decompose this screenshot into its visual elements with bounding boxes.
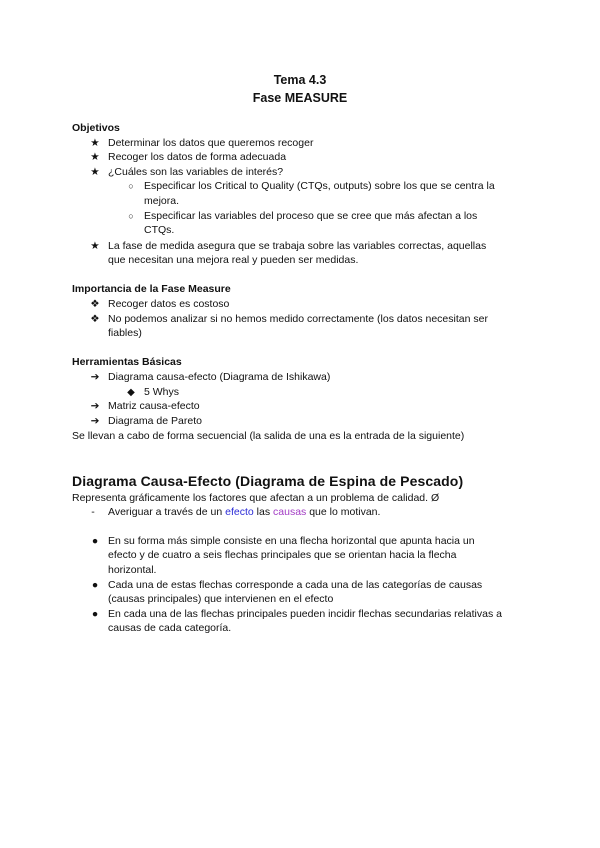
herramientas-heading: Herramientas Básicas bbox=[72, 356, 182, 368]
diagrama-dash-item bbox=[108, 506, 380, 519]
page-title-line2: Fase MEASURE bbox=[252, 91, 348, 105]
star-icon: ★ bbox=[90, 240, 100, 252]
herramientas-item-2: Matriz causa-efecto bbox=[108, 400, 200, 412]
dash-text-post: que lo motivan. bbox=[306, 506, 381, 518]
dot-icon: ● bbox=[91, 608, 99, 620]
objetivos-item-4-line2: que necesitan una mejora real y pueden ser medidas. bbox=[108, 254, 359, 266]
objetivos-heading: Objetivos bbox=[72, 122, 120, 134]
herramientas-item-3: Diagrama de Pareto bbox=[108, 415, 202, 427]
importancia-item-1: Recoger datos es costoso bbox=[108, 298, 230, 310]
arrow-icon: ➔ bbox=[90, 400, 100, 412]
herramientas-item-1: Diagrama causa-efecto (Diagrama de Ishikawa) bbox=[108, 371, 331, 383]
diagrama-bullet-1-line3: horizontal. bbox=[108, 564, 157, 576]
herramientas-sub-1: 5 Whys bbox=[144, 386, 180, 398]
herramientas-note: Se llevan a cabo de forma secuencial (la salida de una es la entrada de la siguiente) bbox=[72, 430, 465, 442]
dash-text-pre: Averiguar a través de un bbox=[108, 506, 226, 518]
objetivos-sub-1-line2: mejora. bbox=[144, 195, 180, 207]
dash-icon: - bbox=[91, 506, 95, 518]
dot-icon: ● bbox=[91, 535, 99, 547]
causas-word: causas bbox=[273, 506, 307, 518]
star-icon: ★ bbox=[90, 137, 100, 149]
diagrama-bullet-1-line1: En su forma más simple consiste en una flecha horizontal que apunta hacia un bbox=[108, 535, 475, 547]
diagrama-bullet-2-line2: (causas principales) que intervienen en el efecto bbox=[108, 593, 334, 605]
hollow-circle-icon: ○ bbox=[128, 211, 134, 221]
star-icon: ★ bbox=[90, 151, 100, 163]
page-title-line1: Tema 4.3 bbox=[273, 73, 327, 87]
objetivos-item-1: Determinar los datos que queremos recoger bbox=[108, 137, 314, 149]
diagrama-bullet-3-line1: En cada una de las flechas principales pueden incidir flechas secundarias relativas a bbox=[108, 608, 502, 620]
importancia-item-2-line1: No podemos analizar si no hemos medido correctamente (los datos necesitan ser bbox=[108, 313, 488, 325]
objetivos-sub-2-line2: CTQs. bbox=[144, 224, 175, 236]
objetivos-sub-1-line1: Especificar los Critical to Quality (CTQs, outputs) sobre los que se centra la bbox=[144, 180, 495, 192]
hollow-circle-icon: ○ bbox=[128, 181, 134, 191]
efecto-word: efecto bbox=[225, 506, 254, 518]
four-diamond-icon: ❖ bbox=[90, 313, 100, 325]
dash-text-mid: las bbox=[253, 506, 274, 518]
diagrama-heading: Diagrama Causa-Efecto (Diagrama de Espina de Pescado) bbox=[72, 473, 464, 489]
diamond-icon: ◆ bbox=[127, 387, 135, 398]
diagrama-bullet-1-line2: efecto y de cuatro a seis flechas principales que se orientan hacia la flecha bbox=[108, 549, 457, 561]
objetivos-item-2: Recoger los datos de forma adecuada bbox=[108, 151, 287, 163]
objetivos-item-3: ¿Cuáles son las variables de interés? bbox=[108, 166, 284, 178]
star-icon: ★ bbox=[90, 166, 100, 178]
objetivos-item-4-line1: La fase de medida asegura que se trabaja sobre las variables correctas, aquellas bbox=[108, 240, 487, 252]
diagrama-bullet-3-line2: causas de cada categoría. bbox=[108, 622, 232, 634]
arrow-icon: ➔ bbox=[90, 415, 100, 427]
diagrama-intro: Representa gráficamente los factores que afectan a un problema de calidad. Ø bbox=[72, 492, 440, 504]
objetivos-sub-2-line1: Especificar las variables del proceso que se cree que más afectan a los bbox=[144, 210, 478, 222]
arrow-icon: ➔ bbox=[90, 371, 100, 383]
diagrama-bullet-2-line1: Cada una de estas flechas corresponde a cada una de las categorías de causas bbox=[108, 579, 483, 591]
four-diamond-icon: ❖ bbox=[90, 298, 100, 310]
importancia-item-2-line2: fiables) bbox=[108, 327, 142, 339]
importancia-heading: Importancia de la Fase Measure bbox=[72, 283, 231, 295]
dot-icon: ● bbox=[91, 579, 99, 591]
